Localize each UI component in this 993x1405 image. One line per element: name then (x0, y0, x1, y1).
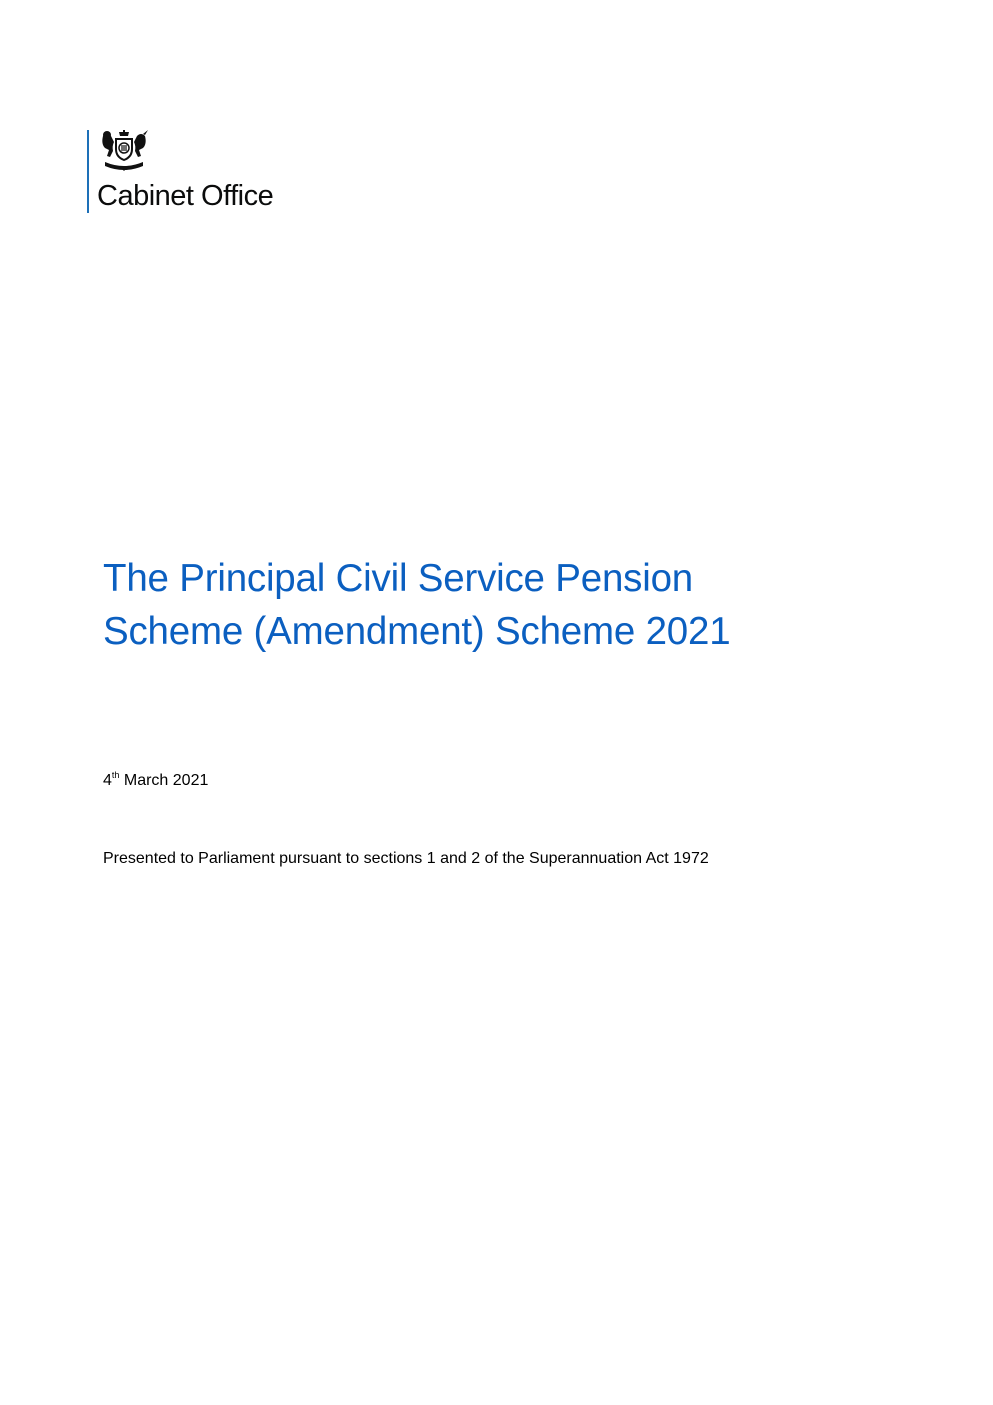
document-date (103, 771, 208, 791)
royal-coat-of-arms-icon (99, 130, 149, 172)
date-month-year: March 2021 (119, 772, 209, 789)
document-title-line-2: Scheme (Amendment) Scheme 2021 (103, 610, 731, 653)
date-day-suffix: th (111, 770, 120, 780)
logo-accent-bar (87, 130, 89, 213)
presented-statement: Presented to Parliament pursuant to sections 1 and 2 of the Superannuation Act 1972 (103, 850, 709, 867)
date-day: 4 (103, 772, 112, 789)
organisation-name: Cabinet Office (97, 180, 274, 212)
document-title (103, 552, 923, 658)
document-title-line-1: The Principal Civil Service Pension (103, 557, 693, 600)
